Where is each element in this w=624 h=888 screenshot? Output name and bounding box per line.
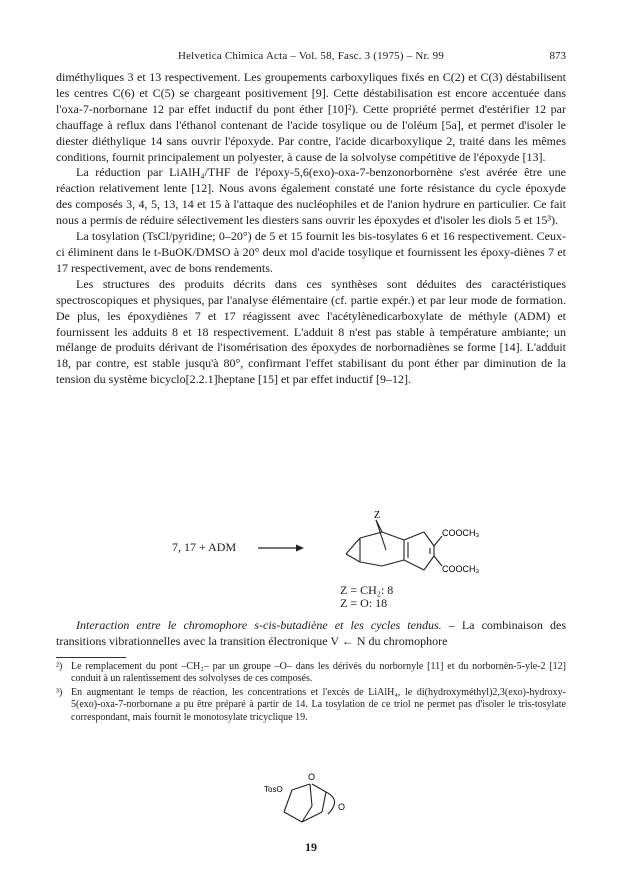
paragraph-1: diméthyliques 3 et 13 respectivement. Les groupements carboxyliques fixés en C(2) et C(3) déstabilisent les centres C(6) et C(5) se chargeant positivement [9]. Cette déstabilisation est encore accentuée dans l'oxa-7-norbornane 12 par effet inductif du pont éther [10]²). Cette propriété permet d'estérifier 12 par chauffage à reflux dans l'éthanol contenant de l'acide tosylique ou de l'oléum [5a], et permet d'isoler le diester diéthylique 14 sans ouvrir l'époxyde. Par contre, l'acide dicarboxylique 2, traité dans les mêmes conditions, fournit principalement un polyester, à cause de la solvolyse compétitive de l'époxyde [13]. <box>56 70 566 164</box>
section-text: – La combinaison des transitions vibrationnelles avec la transition électronique V ← N du chromophore <box>56 618 566 648</box>
ester-top-label: COOCH₃ <box>442 528 480 538</box>
adduct-structure <box>324 510 480 582</box>
footnote-3 <box>56 687 566 724</box>
footnote-rule <box>56 657 126 658</box>
z-definition-8: Z = CH₂: 8 <box>340 583 394 597</box>
footnotes <box>56 661 566 725</box>
paragraph-3: La tosylation (TsCl/pyridine; 0–20°) de 5 et 15 fournit les bis-tosylates 6 et 16 respectivement. Ceux-ci éliminent dans le t-BuOK/DMSO à 20° deux mol d'acide tosylique et fournissent les époxy-diènes 7 et 17 respectivement, avec de bons rendements. <box>56 229 566 275</box>
footnote-text: Le remplacement du pont –CH₂– par un groupe –O– dans les dérivés du norbornyle [11] et du norbornèn-5-yle-2 [12] conduit à un ralentissement des solvolyses de ces composés. <box>71 661 566 685</box>
oxygen-top-label: O <box>308 772 316 782</box>
compound-19-structure <box>262 770 352 830</box>
footnote-mark: ³) <box>56 686 63 698</box>
reactants-label: 7, 17 + ADM <box>172 540 237 554</box>
paragraph-2: La réduction par LiAlH₄/THF de l'époxy-5,6(exo)-oxa-7-benzonorbornène s'est avérée être une réaction relativement lente [12]. Nous avons également constaté une forte résistance du cycle époxyde des composés 3, 4, 5, 13, 14 et 15 à l'attaque des nucléophiles et de l'anion hydrure en particulier. Ce fait nous a permis de réduire sélectivement les diesters sans ouvrir les époxydes et d'isoler les diols 5 et 15³). <box>56 165 566 228</box>
section-paragraph <box>56 618 566 650</box>
footnote-text: En augmentant le temps de réaction, les concentrations et l'excès de LiAlH₄, le di(hydroxyméthyl)2,3(exo)-hydroxy-5(exo)-oxa-7-norbornane a pu être préparé à partir de 14. La tosylation de ce triol ne permet pas d'isoler le tris-tosylate correspondant, mais fournit le monotosylate tricyclique 19. <box>71 686 566 723</box>
bridge-atom-label: Z <box>374 510 381 521</box>
journal-running-title: Helvetica Chimica Acta – Vol. 58, Fasc. 3 (1975) – Nr. 99 <box>177 50 445 62</box>
section-title: Interaction entre le chromophore s-cis-butadiène et les cycles tendus. <box>76 618 442 632</box>
tosyloxy-label: TosO <box>264 785 283 794</box>
z-definition-18: Z = O: 18 <box>340 596 388 610</box>
page-number: 873 <box>549 50 566 62</box>
paragraph-4: Les structures des produits décrits dans ces synthèses sont déduites des caractéristiques spectroscopiques et physiques, par l'analyse élémentaire (cf. partie expér.) et par leur mode de formation. De plus, les époxydiènes 7 et 17 réagissent avec l'acétylènedicarboxylate de méthyle (ADM) et fournissent les adduits 8 et 18 respectivement. L'adduit 8 n'est pas stable à température ambiante; un mélange de produits dérivant de l'isomérisation des époxydes de norbornadiènes se forme [14]. L'adduit 18, par contre, est stable jusqu'à 80°, confirmant l'effet stabilisant du pont éther par diminution de la tension du système bicyclo[2.2.1]heptane [15] et par effet inductif [9–12]. <box>56 276 566 387</box>
compound-19-number: 19 <box>305 840 317 854</box>
reaction-scheme <box>56 510 566 610</box>
reaction-arrow-icon <box>258 544 304 552</box>
footnote-mark: ²) <box>56 661 63 672</box>
ester-bottom-label: COOCH₃ <box>442 564 480 574</box>
footnote-2 <box>56 661 566 686</box>
running-header <box>56 50 566 68</box>
section-chromophore <box>56 618 566 650</box>
z-definitions <box>340 584 393 610</box>
oxygen-right-label: O <box>338 802 346 812</box>
main-text <box>56 70 566 388</box>
